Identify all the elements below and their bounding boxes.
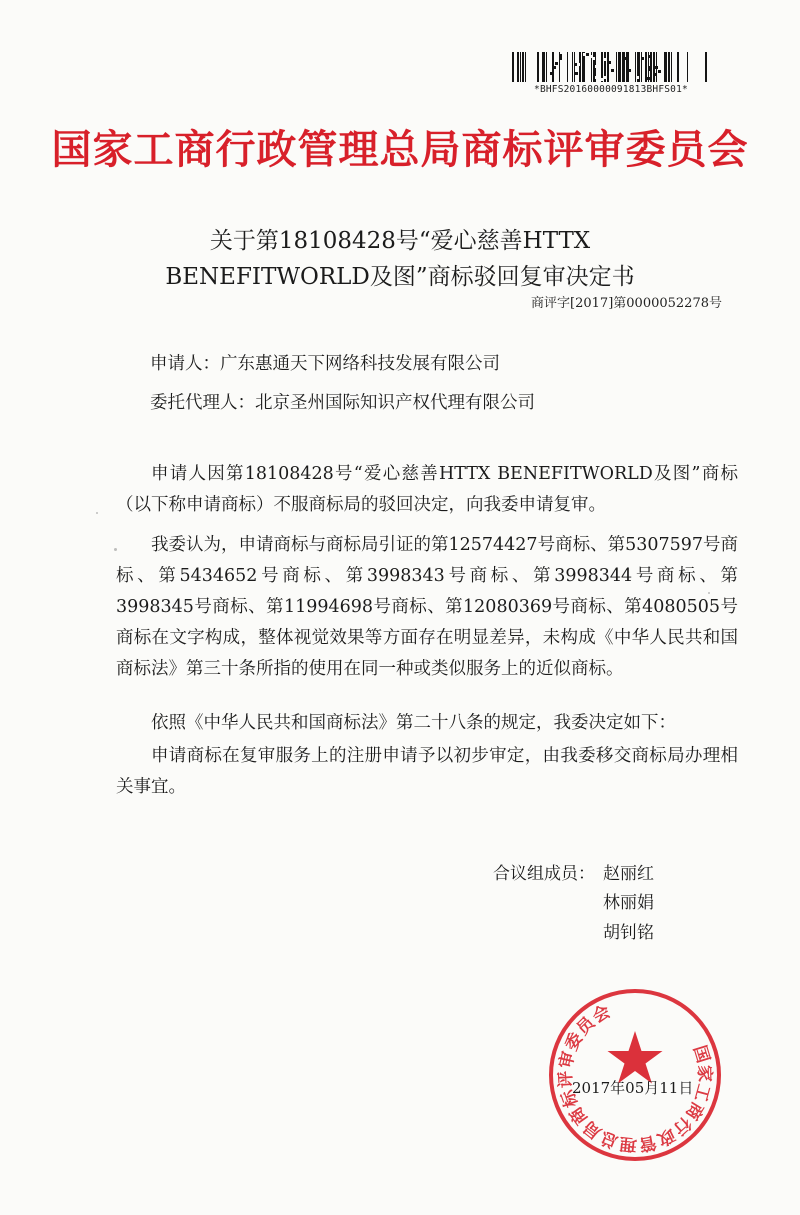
paragraph-opinion: 我委认为，申请商标与商标局引证的第12574427号商标、第5307597号商标、第5434652号商标、第3998343号商标、第3998344号商标、第3998345号商标、第11994698号商标、第12080369号商标、第4080505号商标在文字构成，整体视觉效果等方面存在明显差异，未构成《中华人民共和国商标法》第三十条所指的使用在同一种或类似服务上的近似商标。: [116, 535, 739, 679]
scan-speck: [708, 592, 710, 594]
decision-date: 2017年05月11日: [572, 1079, 694, 1097]
paragraph-basis: 依照《中华人民共和国商标法》第二十八条的规定，我委决定如下：: [151, 713, 676, 733]
paragraph-decision: 申请商标在复审服务上的注册申请予以初步审定，由我委移交商标局办理相关事宜。: [116, 746, 738, 797]
applicant-field: 申请人：广东惠通天下网络科技发展有限公司: [150, 354, 500, 374]
scan-speck: [114, 548, 117, 551]
agent-field: 委托代理人：北京圣州国际知识产权代理有限公司: [150, 393, 535, 413]
seal-star-icon: [608, 1031, 663, 1084]
barcode-text: *BHFS20160000091813BHFS01*: [534, 84, 688, 95]
document-title-line-1: 关于第18108428号“爱心慈善HTTX: [209, 228, 591, 254]
official-seal: [545, 985, 725, 1165]
seal-text: 国家工商行政管理总局商标评审委员会: [555, 1001, 715, 1155]
panel-members-label: 合议组成员：: [493, 864, 595, 884]
document-title-line-2: BENEFITWORLD及图”商标驳回复审决定书: [165, 264, 635, 290]
barcode-graphic: [510, 50, 710, 84]
panel-member: 胡钊铭: [603, 923, 654, 943]
paragraph-request: 申请人因第18108428号“爱心慈善HTTX BENEFITWORLD及图”商标（以下称申请商标）不服商标局的驳回决定，向我委申请复审。: [116, 464, 738, 515]
scan-speck: [96, 512, 98, 514]
panel-member: 赵丽红: [603, 864, 654, 884]
panel-member: 林丽娟: [603, 893, 654, 913]
document-number: 商评字[2017]第0000052278号: [531, 296, 722, 311]
organization-header: 国家工商行政管理总局商标评审委员会: [51, 126, 749, 173]
